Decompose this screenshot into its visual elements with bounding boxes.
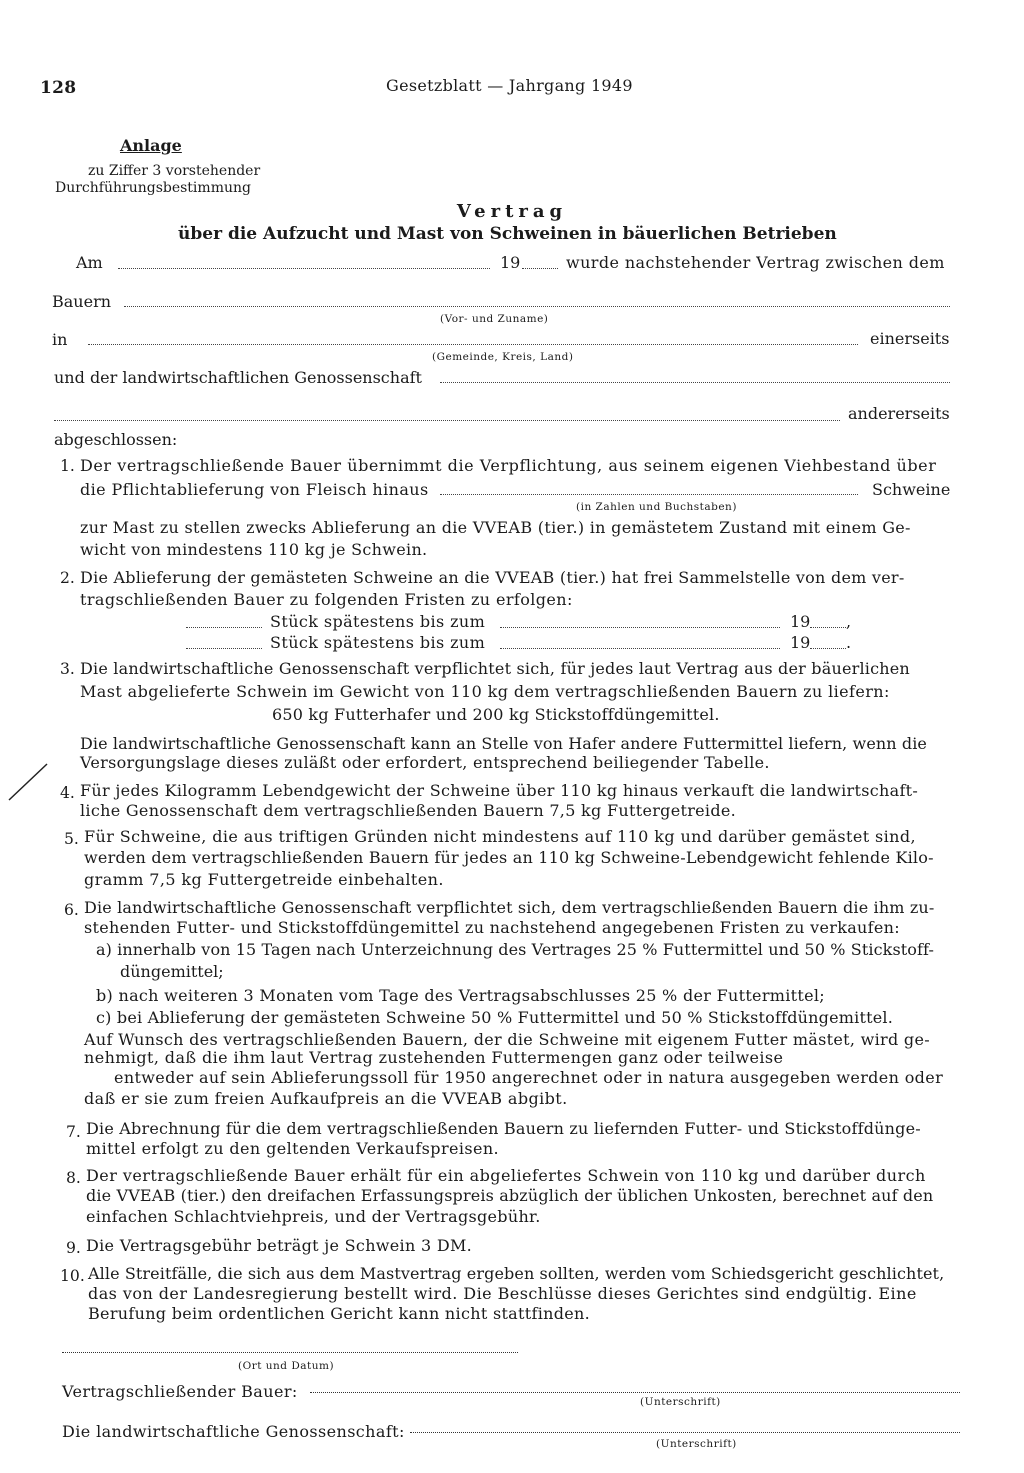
item-6-wish-4: daß er sie zum freien Aufkaufpreis an die VVEAB abgibt. [84, 1089, 568, 1108]
item-8-line-3: einfachen Schlachtviehpreis, und der Vertragsgebühr. [86, 1207, 541, 1226]
place-field [88, 344, 858, 345]
item-2-row-1-year: 19 [790, 612, 811, 631]
item-1-count-field [440, 494, 858, 495]
item-6-number: 6. [64, 901, 79, 919]
item-6-sub-a-1: a) innerhalb von 15 Tagen nach Unterzeichnung des Vertrages 25 % Futtermittel und 50 % Stickstoff- [96, 940, 934, 959]
item-2-date-field-2 [500, 648, 780, 649]
item-6-wish-3: entweder auf sein Ablieferungssoll für 1950 angerechnet oder in natura ausgegeben werden oder [114, 1068, 944, 1087]
item-9-number: 9. [66, 1239, 81, 1257]
item-2-number: 2. [60, 569, 75, 587]
item-6-sub-a-2: düngemittel; [120, 962, 224, 981]
annex-line-2: Durchführungsbestimmung [55, 180, 251, 196]
bauern-caption: (Vor- und Zuname) [440, 313, 549, 325]
item-2-count-field-1 [186, 627, 262, 628]
page-number: 128 [40, 78, 77, 98]
abgeschlossen: abgeschlossen: [54, 430, 178, 449]
item-1-line-4: wicht von mindestens 110 kg je Schwein. [80, 540, 428, 559]
einerseits: einerseits [870, 329, 950, 348]
in-label: in [52, 330, 68, 349]
item-2-line-1: Die Ablieferung der gemästeten Schweine an die VVEAB (tier.) hat frei Sammelstelle von dem ver- [80, 568, 905, 587]
item-8-line-1: Der vertragschließende Bauer erhält für ein abgeliefertes Schwein von 110 kg und darüber durch [86, 1166, 926, 1185]
gazette-title: Gesetzblatt — Jahrgang 1949 [386, 76, 633, 95]
item-9-line-1: Die Vertragsgebühr beträgt je Schwein 3 DM. [86, 1236, 473, 1255]
item-10-line-1: Alle Streitfälle, die sich aus dem Mastvertrag ergeben sollten, werden vom Schiedsgericht geschlichtet, [88, 1264, 945, 1283]
bauern-field [124, 306, 950, 307]
item-3-line-5: Versorgungslage dieses zuläßt oder erfordert, entsprechend beiliegender Tabelle. [80, 753, 770, 772]
item-2-date-field-1 [500, 627, 780, 628]
item-7-number: 7. [66, 1123, 81, 1141]
item-6-sub-b: b) nach weiteren 3 Monaten vom Tage des Vertragsabschlusses 25 % der Futtermittel; [96, 986, 825, 1005]
item-2-year-field-2 [810, 648, 846, 649]
item-8-number: 8. [66, 1169, 81, 1187]
item-10-line-3: Berufung beim ordentlichen Gericht kann nicht stattfinden. [88, 1304, 591, 1323]
item-2-row-1-end: , [846, 612, 852, 631]
margin-pen-mark [5, 762, 55, 802]
item-1-line-2-end: Schweine [872, 480, 951, 499]
item-5-line-3: gramm 7,5 kg Futtergetreide einbehalten. [84, 870, 444, 889]
item-4-number: 4. [60, 784, 75, 802]
item-8-line-2: die VVEAB (tier.) den dreifachen Erfassungspreis abzüglich der üblichen Unkosten, berechnet auf den [86, 1186, 934, 1205]
item-7-line-2: mittel erfolgt zu den geltenden Verkaufspreisen. [86, 1139, 500, 1158]
andererseits: andererseits [848, 404, 950, 423]
item-5-line-2: werden dem vertragschließenden Bauern für jedes an 110 kg Schweine-Lebendgewicht fehlende Kilo- [84, 848, 934, 867]
item-6-line-2: stehenden Futter- und Stickstoffdüngemittel zu nachstehend angegebenen Fristen zu verkaufen: [84, 918, 900, 937]
genossenschaft-field-2 [54, 420, 840, 421]
am-label: Am [76, 253, 103, 272]
annex-line-1: zu Ziffer 3 vorstehender [88, 163, 261, 179]
year-field [522, 268, 558, 269]
item-10-number: 10. [60, 1267, 85, 1285]
contract-subtitle: über die Aufzucht und Mast von Schweinen in bäuerlichen Betrieben [178, 224, 837, 244]
genossenschaft-label: und der landwirtschaftlichen Genossenschaft [54, 368, 422, 387]
item-3-line-4: Die landwirtschaftliche Genossenschaft kann an Stelle von Hafer andere Futtermittel liefern, wenn die [80, 734, 928, 753]
item-2-row-2-year: 19 [790, 633, 811, 652]
item-1-line-1: Der vertragschließende Bauer übernimmt die Verpflichtung, aus seinem eigenen Viehbestand über [80, 456, 937, 475]
item-5-number: 5. [64, 830, 79, 848]
date-field [118, 268, 490, 269]
item-2-year-field-1 [810, 627, 846, 628]
item-5-line-1: Für Schweine, die aus triftigen Gründen nicht mindestens auf 110 kg und darüber gemästet sind, [84, 827, 916, 846]
coop-signature-caption: (Unterschrift) [656, 1438, 737, 1450]
item-3-line-3: 650 kg Futterhafer und 200 kg Stickstoffdüngemittel. [272, 705, 720, 724]
in-caption: (Gemeinde, Kreis, Land) [432, 351, 574, 363]
item-6-wish-1: Auf Wunsch des vertragschließenden Bauern, der die Schweine mit eigenem Futter mästet, wird ge- [84, 1030, 930, 1049]
farmer-signature-caption: (Unterschrift) [640, 1396, 721, 1408]
item-7-line-1: Die Abrechnung für die dem vertragschließenden Bauern zu liefernden Futter- und Stickstoffdünge- [86, 1119, 921, 1138]
item-10-line-2: das von der Landesregierung bestellt wird. Die Beschlüsse dieses Gerichtes sind endgültig. Eine [88, 1284, 917, 1303]
item-2-row-2-text: Stück spätestens bis zum [270, 633, 486, 652]
item-6-line-1: Die landwirtschaftliche Genossenschaft verpflichtet sich, dem vertragschließenden Bauern die ihm zu- [84, 898, 935, 917]
item-3-line-1: Die landwirtschaftliche Genossenschaft verpflichtet sich, für jedes laut Vertrag aus der bäuerlichen [80, 659, 910, 678]
place-date-line [62, 1352, 518, 1353]
coop-signature-line [410, 1432, 960, 1433]
farmer-signature-line [310, 1392, 960, 1393]
item-6-sub-c: c) bei Ablieferung der gemästeten Schweine 50 % Futtermittel und 50 % Stickstoffdüngemittel. [96, 1008, 893, 1027]
am-suffix: wurde nachstehender Vertrag zwischen dem [566, 253, 945, 272]
item-6-wish-2: nehmigt, daß die ihm laut Vertrag zustehenden Futtermengen ganz oder teilweise [84, 1048, 784, 1067]
item-2-row-1-text: Stück spätestens bis zum [270, 612, 486, 631]
item-1-line-3: zur Mast zu stellen zwecks Ablieferung an die VVEAB (tier.) in gemästetem Zustand mit einem Ge- [80, 518, 911, 537]
item-2-line-2: tragschließenden Bauer zu folgenden Fristen zu erfolgen: [80, 590, 573, 609]
item-4-line-1: Für jedes Kilogramm Lebendgewicht der Schweine über 110 kg hinaus verkauft die landwirtschaft- [80, 781, 919, 800]
item-1-caption: (in Zahlen und Buchstaben) [576, 501, 737, 513]
item-4-line-2: liche Genossenschaft dem vertragschließenden Bauern 7,5 kg Futtergetreide. [80, 801, 737, 820]
year-prefix: 19 [500, 253, 521, 272]
item-2-count-field-2 [186, 648, 262, 649]
item-3-line-2: Mast abgelieferte Schwein im Gewicht von 110 kg dem vertragschließenden Bauern zu liefern: [80, 682, 890, 701]
place-date-caption: (Ort und Datum) [238, 1360, 335, 1372]
item-2-row-2-end: . [846, 633, 852, 652]
bauern-label: Bauern [52, 292, 112, 311]
annex-heading: Anlage [120, 136, 182, 155]
contract-title: Vertrag [456, 201, 568, 222]
item-1-number: 1. [60, 457, 75, 475]
coop-signature-label: Die landwirtschaftliche Genossenschaft: [62, 1422, 405, 1441]
item-1-line-2: die Pflichtablieferung von Fleisch hinaus [80, 480, 429, 499]
farmer-signature-label: Vertragschließender Bauer: [62, 1382, 298, 1401]
item-3-number: 3. [60, 660, 75, 678]
genossenschaft-field [440, 382, 950, 383]
